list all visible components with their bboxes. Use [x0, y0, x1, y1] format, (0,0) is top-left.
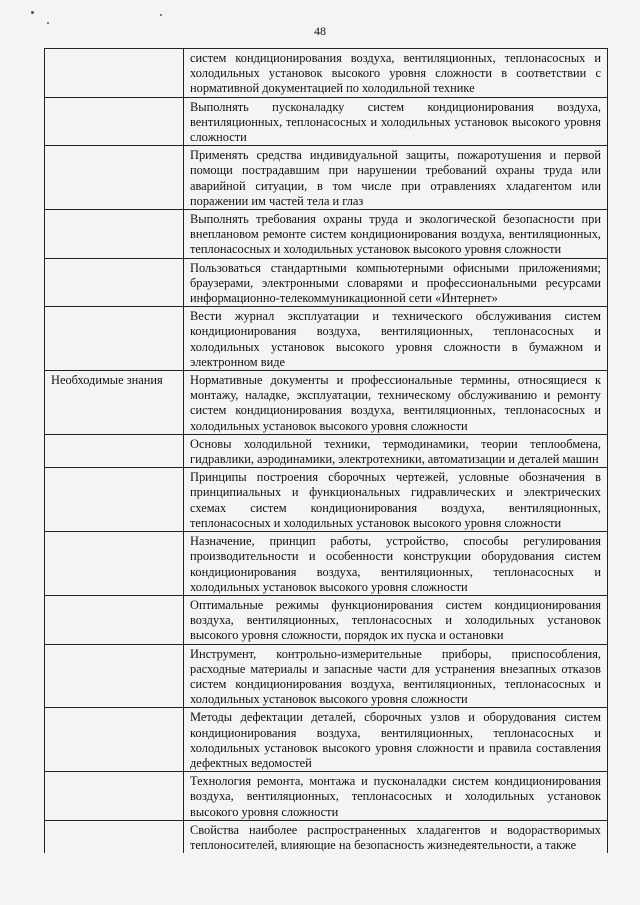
- row-text-cell: Оптимальные режимы функционирования систем кондиционирования воздуха, вентиляционных, теплонасосных и холодильных установок высокого уровня сложности, порядок их пуска и остановки: [184, 595, 608, 644]
- table-row: [45, 49, 608, 98]
- table-row: [45, 595, 608, 644]
- competency-table-body: [45, 49, 608, 854]
- competency-table: [44, 48, 608, 853]
- table-row: [45, 772, 608, 821]
- row-label-cell: [45, 49, 184, 98]
- table-row: [45, 468, 608, 532]
- row-text-cell: Вести журнал эксплуатации и технического обслуживания систем кондиционирования воздуха, вентиляционных, теплонасосных и холодильных установок высокого уровня сложности в бумажном и электронном виде: [184, 307, 608, 371]
- page-number: 48: [314, 24, 326, 38]
- row-text-cell: Инструмент, контрольно-измерительные приборы, приспособления, расходные материалы и запасные части для устранения внезапных отказов систем кондиционирования воздуха, вентиляционных, теплонасосных и холодильных установок высокого уровня сложности: [184, 644, 608, 708]
- row-text-cell: Пользоваться стандартными компьютерными офисными приложениями; браузерами, электронными словарями и профессиональными ресурсами информационно-телекоммуникационной сети «Интернет»: [184, 258, 608, 307]
- row-label-cell: [45, 210, 184, 259]
- table-row: [45, 820, 608, 853]
- row-label-cell: [45, 772, 184, 821]
- row-text-cell: Методы дефектации деталей, сборочных узлов и оборудования систем кондиционирования воздуха, вентиляционных, теплонасосных и холодильных установок высокого уровня сложности и правила составления дефектных ведомостей: [184, 708, 608, 772]
- table-row: [45, 532, 608, 596]
- row-label-cell: [45, 820, 184, 853]
- row-label-cell: [45, 468, 184, 532]
- row-text-cell: Технология ремонта, монтажа и пусконаладки систем кондиционирования воздуха, вентиляционных, теплонасосных и холодильных установок высокого уровня сложности: [184, 772, 608, 821]
- row-text-cell: Принципы построения сборочных чертежей, условные обозначения в принципиальных и функциональных гидравлических и электрических схемах систем кондиционирования воздуха, вентиляционных, теплонасосных и холодильных установок высокого уровня сложности: [184, 468, 608, 532]
- row-text-cell: Выполнять требования охраны труда и экологической безопасности при внеплановом ремонте систем кондиционирования воздуха, вентиляционных, теплонасосных и холодильных установок высокого уровня сложности: [184, 210, 608, 259]
- row-label-cell: [45, 532, 184, 596]
- row-text-cell: Свойства наиболее распространенных хладагентов и водорастворимых теплоносителей, влияющие на безопасность жизнедеятельности, а также: [184, 820, 608, 853]
- row-text-cell: Выполнять пусконаладку систем кондиционирования воздуха, вентиляционных, теплонасосных и холодильных установок высокого уровня сложности: [184, 97, 608, 146]
- row-label-cell: [45, 258, 184, 307]
- row-label-cell: [45, 595, 184, 644]
- table-row: [45, 146, 608, 210]
- row-text-cell: Назначение, принцип работы, устройство, способы регулирования производительности и особенности конструкции оборудования систем кондиционирования воздуха, вентиляционных, теплонасосных и холодильных установок высокого уровня сложности: [184, 532, 608, 596]
- table-row: [45, 210, 608, 259]
- row-text-cell: Применять средства индивидуальной защиты, пожаротушения и первой помощи пострадавшим при нарушении требований охраны труда или аварийной ситуации, в том числе при отравлениях хладагентом или поражении им частей тела и глаз: [184, 146, 608, 210]
- table-row: [45, 371, 608, 435]
- row-text-cell: Основы холодильной техники, термодинамики, теории теплообмена, гидравлики, аэродинамики, электротехники, автоматизации и деталей машин: [184, 434, 608, 467]
- row-label-cell: [45, 307, 184, 371]
- row-text-cell: Нормативные документы и профессиональные термины, относящиеся к монтажу, наладке, эксплуатации, техническому обслуживанию и ремонту систем кондиционирования воздуха, вентиляционных, теплонасосных и холодильных установок высокого уровня сложности: [184, 371, 608, 435]
- table-row: [45, 97, 608, 146]
- scan-speck: [31, 11, 34, 14]
- row-label-cell: [45, 146, 184, 210]
- row-label-cell: [45, 644, 184, 708]
- scan-speck: [160, 14, 162, 16]
- row-label-cell: Необходимые знания: [45, 371, 184, 435]
- row-label-cell: [45, 708, 184, 772]
- table-row: [45, 258, 608, 307]
- row-label-cell: [45, 97, 184, 146]
- table-row: [45, 434, 608, 467]
- table-row: [45, 708, 608, 772]
- row-label-cell: [45, 434, 184, 467]
- row-text-cell: систем кондиционирования воздуха, вентиляционных, теплонасосных и холодильных установок высокого уровня сложности в соответствии с нормативной документацией по холодильной технике: [184, 49, 608, 98]
- table-row: [45, 644, 608, 708]
- table-row: [45, 307, 608, 371]
